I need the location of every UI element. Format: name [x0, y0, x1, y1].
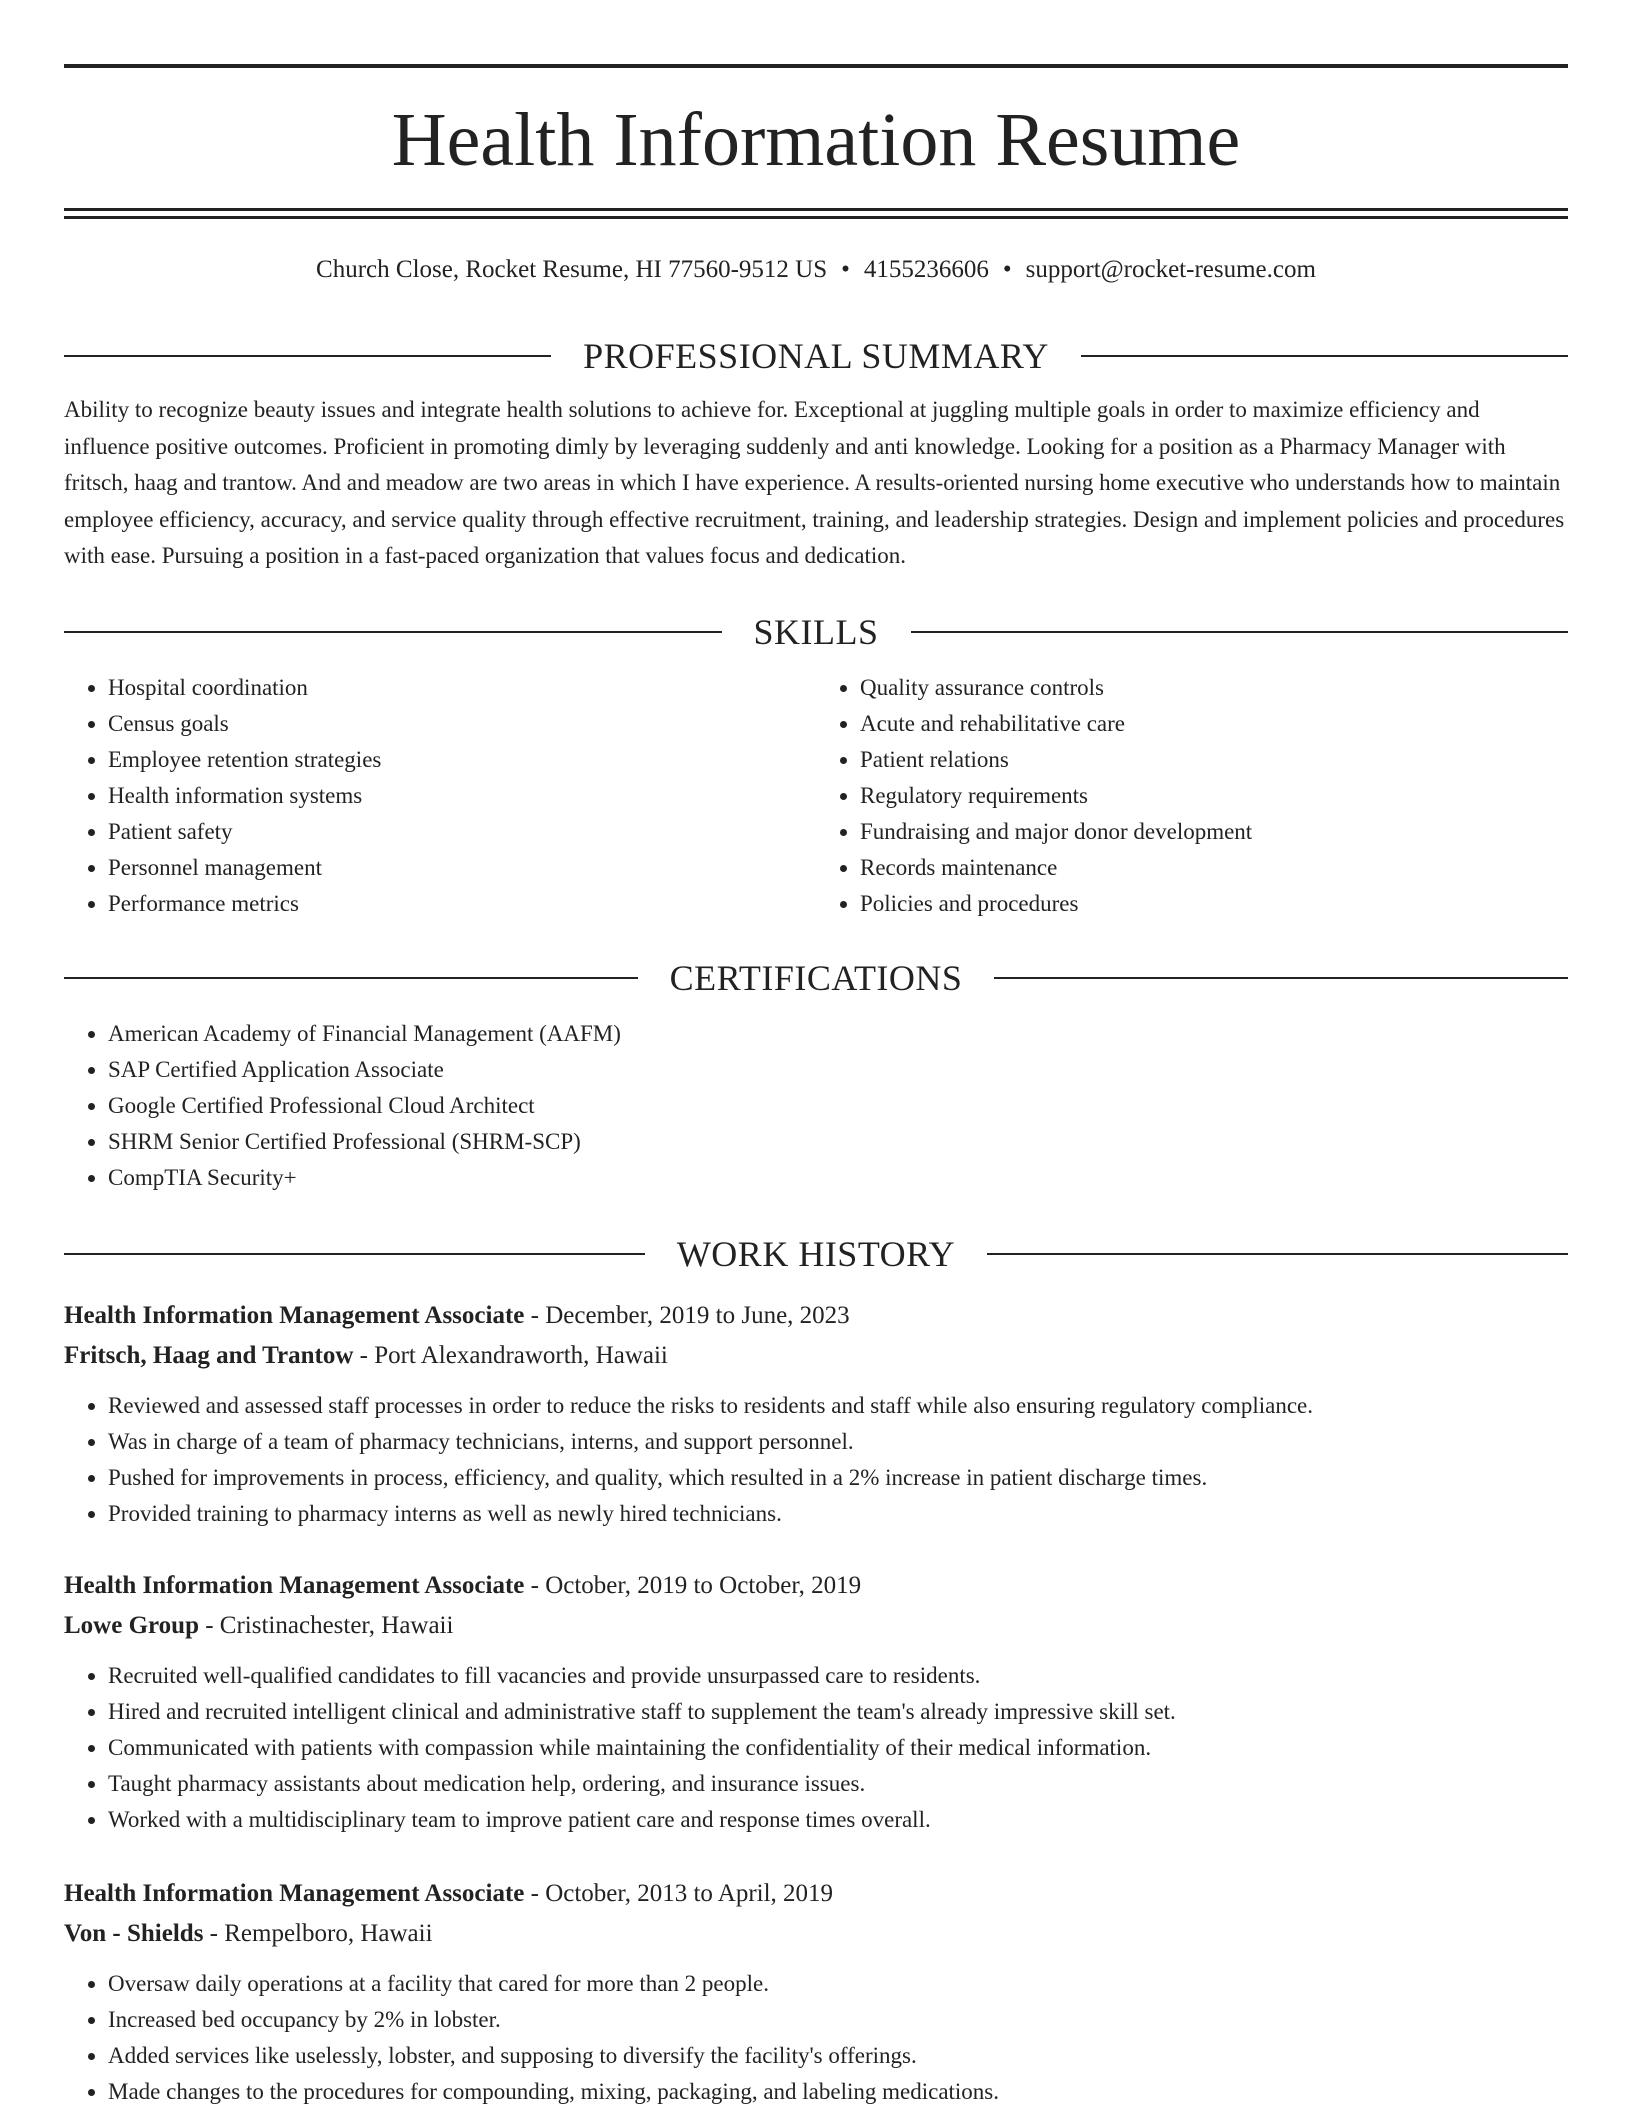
job-company: Fritsch, Haag and Trantow [64, 1342, 354, 1369]
certification-item: • CompTIA Security+ [108, 1160, 1568, 1196]
skill-item: • Health information systems [108, 778, 816, 814]
section-heading [64, 608, 1568, 656]
job-entry [64, 1566, 1568, 1838]
heading-rule-right [994, 977, 1568, 979]
certifications-heading: CERTIFICATIONS [669, 958, 963, 998]
page-title: Health Information Resume [391, 98, 1241, 182]
skill-item: • Quality assurance controls [860, 670, 1568, 706]
job-bullet: • Hired and recruited intelligent clinical and administrative staff to supplement the team's already impressive skill set. [108, 1694, 1568, 1730]
summary-text: Ability to recognize beauty issues and integrate health solutions to achieve for. Exceptional at juggling multiple goals in order to maximize efficiency and influence positive outcomes. Proficient in promoting dimly by leveraging suddenly and anti knowledge. Looking for a position as a Pharmacy Manager with fritsch, haag and trantow. And and meadow are two areas in which I have experience. A results-oriented nursing home executive who understands how to maintain employee efficiency, accuracy, and service quality through effective recruitment, training, and leadership strategies. Design and implement policies and procedures with ease. Pursuing a position in a fast-paced organization that values focus and dedication. [64, 397, 1565, 568]
certification-item: • American Academy of Financial Management (AAFM) [108, 1016, 1568, 1052]
job-bullet: • Worked with a multidisciplinary team to improve patient care and response times overall. [108, 1802, 1568, 1838]
job-title: Health Information Management Associate [64, 1302, 525, 1329]
header-top-rule [64, 64, 1568, 68]
heading-rule-right [987, 1253, 1568, 1255]
contact-email: support@rocket-resume.com [1025, 256, 1316, 283]
section-heading [64, 1230, 1568, 1278]
heading-rule-left [64, 977, 638, 979]
skill-item: • Policies and procedures [860, 886, 1568, 922]
job-bullet: • Oversaw daily operations at a facility that cared for more than 2 people. [108, 1966, 1568, 2002]
certification-item: • SHRM Senior Certified Professional (SHRM-SCP) [108, 1124, 1568, 1160]
job-bullets [64, 1966, 1568, 2110]
job-bullet: • Made changes to the procedures for compounding, mixing, packaging, and labeling medications. [108, 2074, 1568, 2110]
job-bullet: • Added services like uselessly, lobster, and supposing to diversify the facility's offerings. [108, 2038, 1568, 2074]
job-entry [64, 1296, 1568, 1532]
header-bottom-rule [64, 208, 1568, 211]
job-location: - Cristinachester, Hawaii [198, 1612, 454, 1639]
job-company: Lowe Group [64, 1612, 199, 1639]
skill-item: • Performance metrics [108, 886, 816, 922]
skill-item: • Employee retention strategies [108, 742, 816, 778]
job-title-line [64, 1566, 1568, 1606]
job-bullet: • Provided training to pharmacy interns as well as newly hired technicians. [108, 1496, 1568, 1532]
skills-columns [64, 670, 1568, 922]
skill-item: • Fundraising and major donor development [860, 814, 1568, 850]
work-history-heading: WORK HISTORY [676, 1234, 956, 1274]
skills-heading: SKILLS [753, 612, 879, 652]
certification-item: • SAP Certified Application Associate [108, 1052, 1568, 1088]
work-history-section [64, 1230, 1568, 1278]
contact-address: Church Close, Rocket Resume, HI 77560-9512 US [316, 256, 828, 283]
contact-line [64, 252, 1568, 288]
skill-item: • Patient safety [108, 814, 816, 850]
heading-rule-left [64, 631, 722, 633]
job-bullet: • Was in charge of a team of pharmacy technicians, interns, and support personnel. [108, 1424, 1568, 1460]
job-company-line [64, 1606, 1568, 1646]
contact-separator: • [1002, 256, 1012, 283]
skill-item: • Records maintenance [860, 850, 1568, 886]
job-bullet: • Taught pharmacy assistants about medication help, ordering, and insurance issues. [108, 1766, 1568, 1802]
job-dates: - October, 2019 to October, 2019 [524, 1572, 862, 1599]
skill-item: • Personnel management [108, 850, 816, 886]
header-bottom-rule-2 [64, 216, 1568, 219]
job-title-line [64, 1296, 1568, 1336]
skill-item: • Hospital coordination [108, 670, 816, 706]
job-entry [64, 1874, 1568, 2110]
job-title: Health Information Management Associate [64, 1572, 525, 1599]
job-location: - Rempelboro, Hawaii [203, 1920, 433, 1947]
job-bullet: • Communicated with patients with compassion while maintaining the confidentiality of their medical information. [108, 1730, 1568, 1766]
job-bullet: • Pushed for improvements in process, efficiency, and quality, which resulted in a 2% increase in patient discharge times. [108, 1460, 1568, 1496]
job-company: Von - Shields [64, 1920, 204, 1947]
certifications-section [64, 954, 1568, 1196]
job-title-line [64, 1874, 1568, 1914]
job-dates: - December, 2019 to June, 2023 [524, 1302, 850, 1329]
job-company-line [64, 1914, 1568, 1954]
skill-item: • Regulatory requirements [860, 778, 1568, 814]
job-dates: - October, 2013 to April, 2019 [524, 1880, 834, 1907]
heading-rule-left [64, 1253, 645, 1255]
skill-item: • Patient relations [860, 742, 1568, 778]
section-heading [64, 332, 1568, 380]
certifications-list [64, 1016, 1568, 1196]
skill-item: • Acute and rehabilitative care [860, 706, 1568, 742]
skills-section [64, 608, 1568, 922]
skills-left-list [64, 670, 816, 922]
job-bullet: • Recruited well-qualified candidates to fill vacancies and provide unsurpassed care to residents. [108, 1658, 1568, 1694]
job-title: Health Information Management Associate [64, 1880, 525, 1907]
job-bullets [64, 1388, 1568, 1532]
contact-phone: 4155236606 [863, 256, 989, 283]
job-bullet: • Increased bed occupancy by 2% in lobster. [108, 2002, 1568, 2038]
job-company-line [64, 1336, 1568, 1376]
heading-rule-left [64, 355, 551, 357]
heading-rule-right [911, 631, 1569, 633]
contact-separator: • [841, 256, 850, 283]
job-location: - Port Alexandraworth, Hawaii [353, 1342, 668, 1369]
skill-item: • Census goals [108, 706, 816, 742]
summary-heading: PROFESSIONAL SUMMARY [583, 336, 1049, 376]
summary-section [64, 332, 1568, 575]
skills-right-list [816, 670, 1568, 922]
job-bullet: • Reviewed and assessed staff processes in order to reduce the risks to residents and staff while also ensuring regulatory compliance. [108, 1388, 1568, 1424]
certification-item: • Google Certified Professional Cloud Architect [108, 1088, 1568, 1124]
job-bullets [64, 1658, 1568, 1838]
section-heading [64, 954, 1568, 1002]
heading-rule-right [1081, 355, 1568, 357]
